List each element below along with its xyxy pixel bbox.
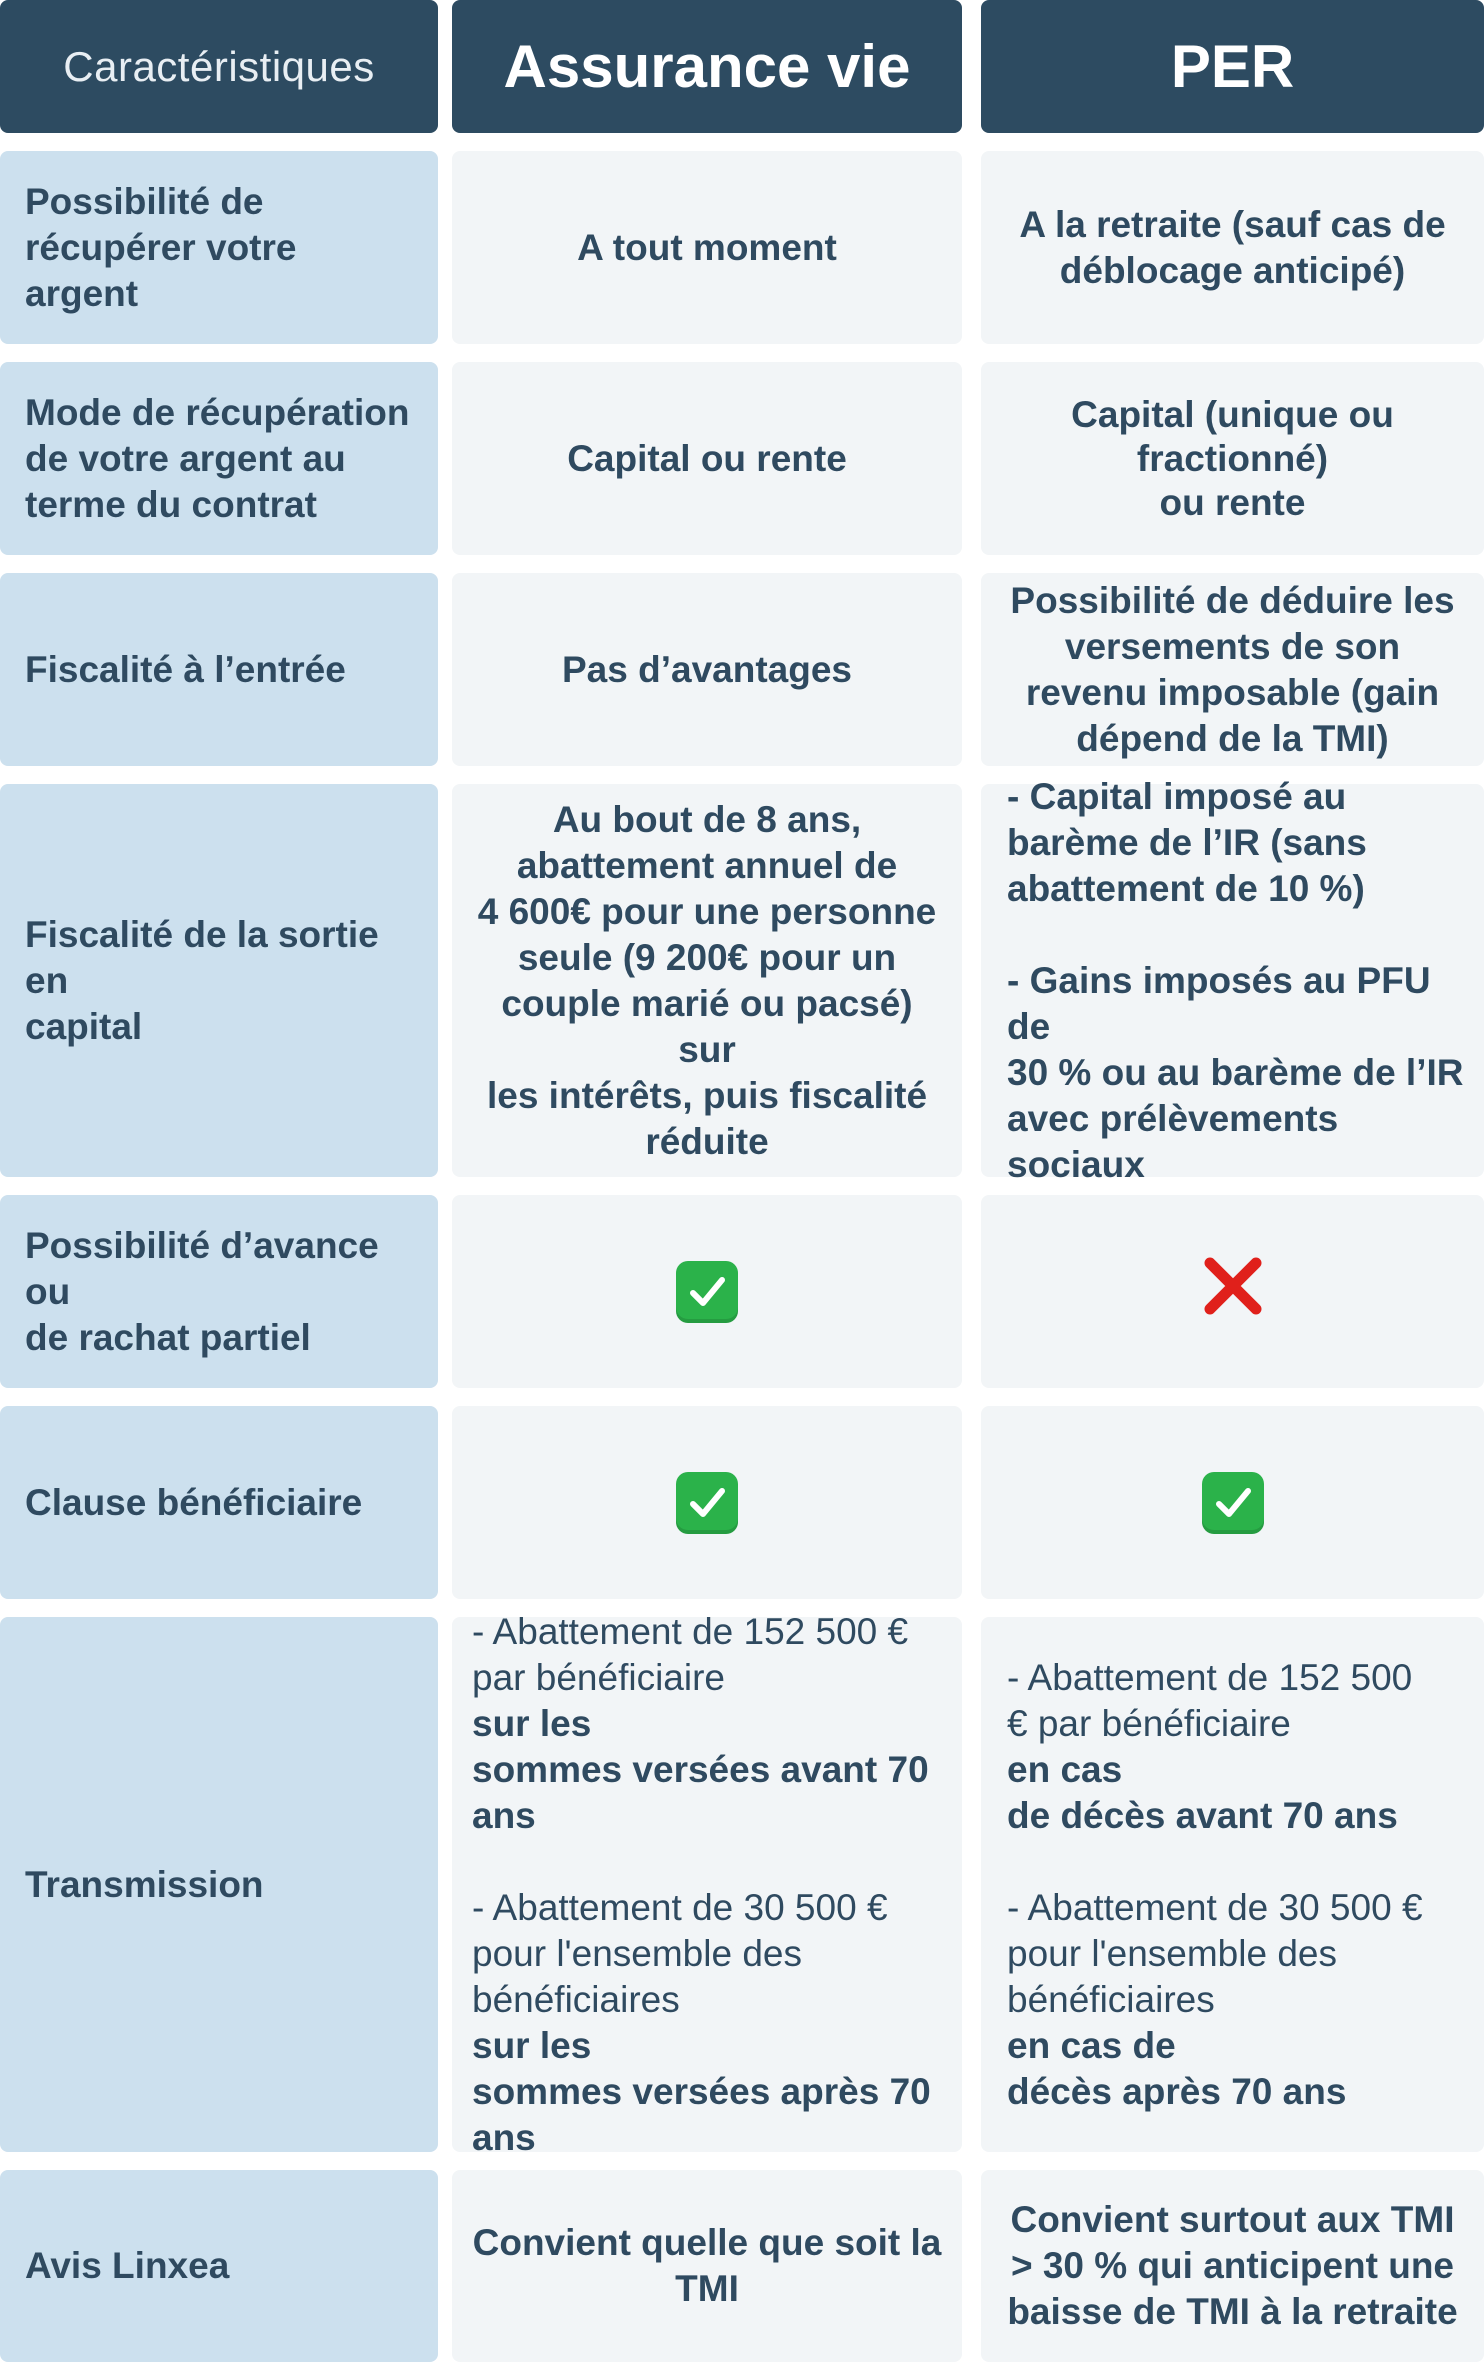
per-cell-transmission xyxy=(981,1617,1484,2152)
cell-text: - Abattement de 152 500 € xyxy=(472,1610,909,1652)
row-label-line: Fiscalité à l’entrée xyxy=(25,648,346,690)
row-label-mode-recuperation xyxy=(0,362,438,555)
row-label-line: Avis Linxea xyxy=(25,2245,230,2286)
cell-text: abattement de 10 %) xyxy=(1007,867,1365,909)
row-label-clause-beneficiaire xyxy=(0,1406,438,1599)
row-label-line: de rachat partiel xyxy=(25,1316,311,1358)
cell-text: avec prélèvements sociaux xyxy=(1007,1097,1339,1185)
cell-text: dépend de la TMI) xyxy=(1076,717,1389,759)
check-mark-button-icon xyxy=(1202,1472,1264,1534)
cell-text: 30 % ou au barème de l’IR xyxy=(1007,1051,1464,1093)
row-label-line: Possibilité d’avance ou xyxy=(25,1224,379,1312)
cell-text-bold: en cas xyxy=(1007,1748,1123,1790)
per-cell-rachat-partiel xyxy=(981,1195,1484,1388)
row-label-line: Clause bénéficiaire xyxy=(25,1481,363,1523)
cell-text: Capital (unique ou xyxy=(1071,393,1394,435)
cell-text: Au bout de 8 ans, xyxy=(552,798,862,840)
check-mark-button-icon xyxy=(676,1261,738,1323)
per-cell-avis-linxea xyxy=(981,2170,1484,2362)
row-label-line: Mode de récupération xyxy=(25,391,410,433)
cell-text: - Gains imposés au PFU de xyxy=(1007,959,1431,1047)
cell-text: > 30 % qui anticipent une xyxy=(1010,2245,1455,2286)
cell-text: € par bénéficiaire xyxy=(1007,1702,1291,1744)
cell-text: versements de son xyxy=(1064,625,1401,667)
cell-text-bold: ans xyxy=(472,1794,536,1836)
cell-text: Possibilité de déduire les xyxy=(1010,579,1455,621)
header-characteristics xyxy=(0,0,438,133)
cell-text: - Abattement de 152 500 xyxy=(1007,1656,1413,1698)
cell-text: pour l'ensemble des xyxy=(472,1932,802,1974)
cell-text: pour l'ensemble des xyxy=(1007,1932,1337,1974)
cell-text: bénéficiaires xyxy=(472,1978,680,2020)
header-per xyxy=(981,0,1484,133)
av-cell-clause-beneficiaire xyxy=(452,1406,962,1599)
cell-text-bold: de décès avant 70 ans xyxy=(1007,1794,1398,1836)
cell-text: Pas d’avantages xyxy=(562,648,852,690)
header-assurance-vie xyxy=(452,0,962,133)
cell-text: baisse de TMI à la retraite xyxy=(1007,2291,1458,2332)
cell-text: - Abattement de 30 500 € xyxy=(472,1886,888,1928)
cell-text-bold: en cas de xyxy=(1007,2024,1176,2066)
cell-text: bénéficiaires xyxy=(1007,1978,1215,2020)
av-cell-mode-recuperation xyxy=(452,362,962,555)
cell-text: déblocage anticipé) xyxy=(1059,249,1406,291)
cell-text: A la retraite (sauf cas de xyxy=(1019,203,1446,245)
per-cell-mode-recuperation xyxy=(981,362,1484,555)
av-cell-recuperation xyxy=(452,151,962,344)
cell-text: réduite xyxy=(645,1120,769,1162)
row-label-line: récupérer votre argent xyxy=(25,226,297,314)
header-characteristics-label: Caractéristiques xyxy=(63,42,375,90)
cell-text: A tout moment xyxy=(577,226,837,268)
row-label-line: Fiscalité de la sortie en xyxy=(25,913,379,1001)
check-mark-button-icon xyxy=(676,1472,738,1534)
per-cell-fiscalite-entree xyxy=(981,573,1484,766)
av-cell-fiscalite-entree xyxy=(452,573,962,766)
cell-text: 4 600€ pour une personne xyxy=(477,890,937,932)
cell-text: fractionné) xyxy=(1136,437,1329,479)
per-cell-fiscalite-sortie xyxy=(981,775,1484,1185)
cell-text: ou rente xyxy=(1159,481,1306,523)
row-label-line: Possibilité de xyxy=(25,180,264,222)
cell-text: TMI xyxy=(675,2268,739,2309)
cell-text: - Abattement de 30 500 € xyxy=(1007,1886,1423,1928)
cell-text: couple marié ou pacsé) sur xyxy=(501,982,913,1070)
cell-text-bold: sommes versées avant 70 xyxy=(472,1748,929,1790)
cell-text-bold: sur les xyxy=(472,1702,592,1744)
row-label-fiscalite-sortie xyxy=(0,784,438,1177)
row-label-fiscalite-entree xyxy=(0,573,438,766)
av-cell-avis-linxea xyxy=(452,2170,962,2362)
cell-text: Capital ou rente xyxy=(567,437,847,479)
row-label-transmission xyxy=(0,1617,438,2152)
cross-mark-icon xyxy=(1200,1253,1266,1330)
row-label-line: terme du contrat xyxy=(25,483,317,525)
cell-text: Convient surtout aux TMI xyxy=(1010,2199,1455,2240)
cell-text: les intérêts, puis fiscalité xyxy=(486,1074,928,1116)
cell-text-bold: sur les xyxy=(472,2024,592,2066)
row-label-line: capital xyxy=(25,1005,143,1047)
cell-text: par bénéficiaire xyxy=(472,1656,725,1698)
row-label-line: Transmission xyxy=(25,1863,264,1905)
av-cell-transmission xyxy=(452,1610,962,2158)
av-cell-fiscalite-sortie xyxy=(452,784,962,1177)
cell-text: Convient quelle que soit la xyxy=(472,2222,942,2263)
row-label-avis-linxea xyxy=(0,2170,438,2362)
per-cell-clause-beneficiaire xyxy=(981,1406,1484,1599)
cell-text: abattement annuel de xyxy=(516,844,898,886)
cell-text: barème de l’IR (sans xyxy=(1007,821,1367,863)
per-cell-recuperation xyxy=(981,151,1484,344)
row-label-rachat-partiel xyxy=(0,1195,438,1388)
row-label-recuperation xyxy=(0,151,438,344)
cell-text: seule (9 200€ pour un xyxy=(517,936,897,978)
cell-text: - Capital imposé au xyxy=(1007,775,1347,817)
header-per-label: PER xyxy=(1170,33,1295,100)
cell-text-bold: décès après 70 ans xyxy=(1007,2070,1347,2112)
header-assurance-vie-label: Assurance vie xyxy=(503,33,911,100)
cell-text-bold: ans xyxy=(472,2116,536,2158)
av-cell-rachat-partiel xyxy=(452,1195,962,1388)
cell-text: revenu imposable (gain xyxy=(1025,671,1440,713)
cell-text-bold: sommes versées après 70 xyxy=(472,2070,931,2112)
row-label-line: de votre argent au xyxy=(25,437,346,479)
